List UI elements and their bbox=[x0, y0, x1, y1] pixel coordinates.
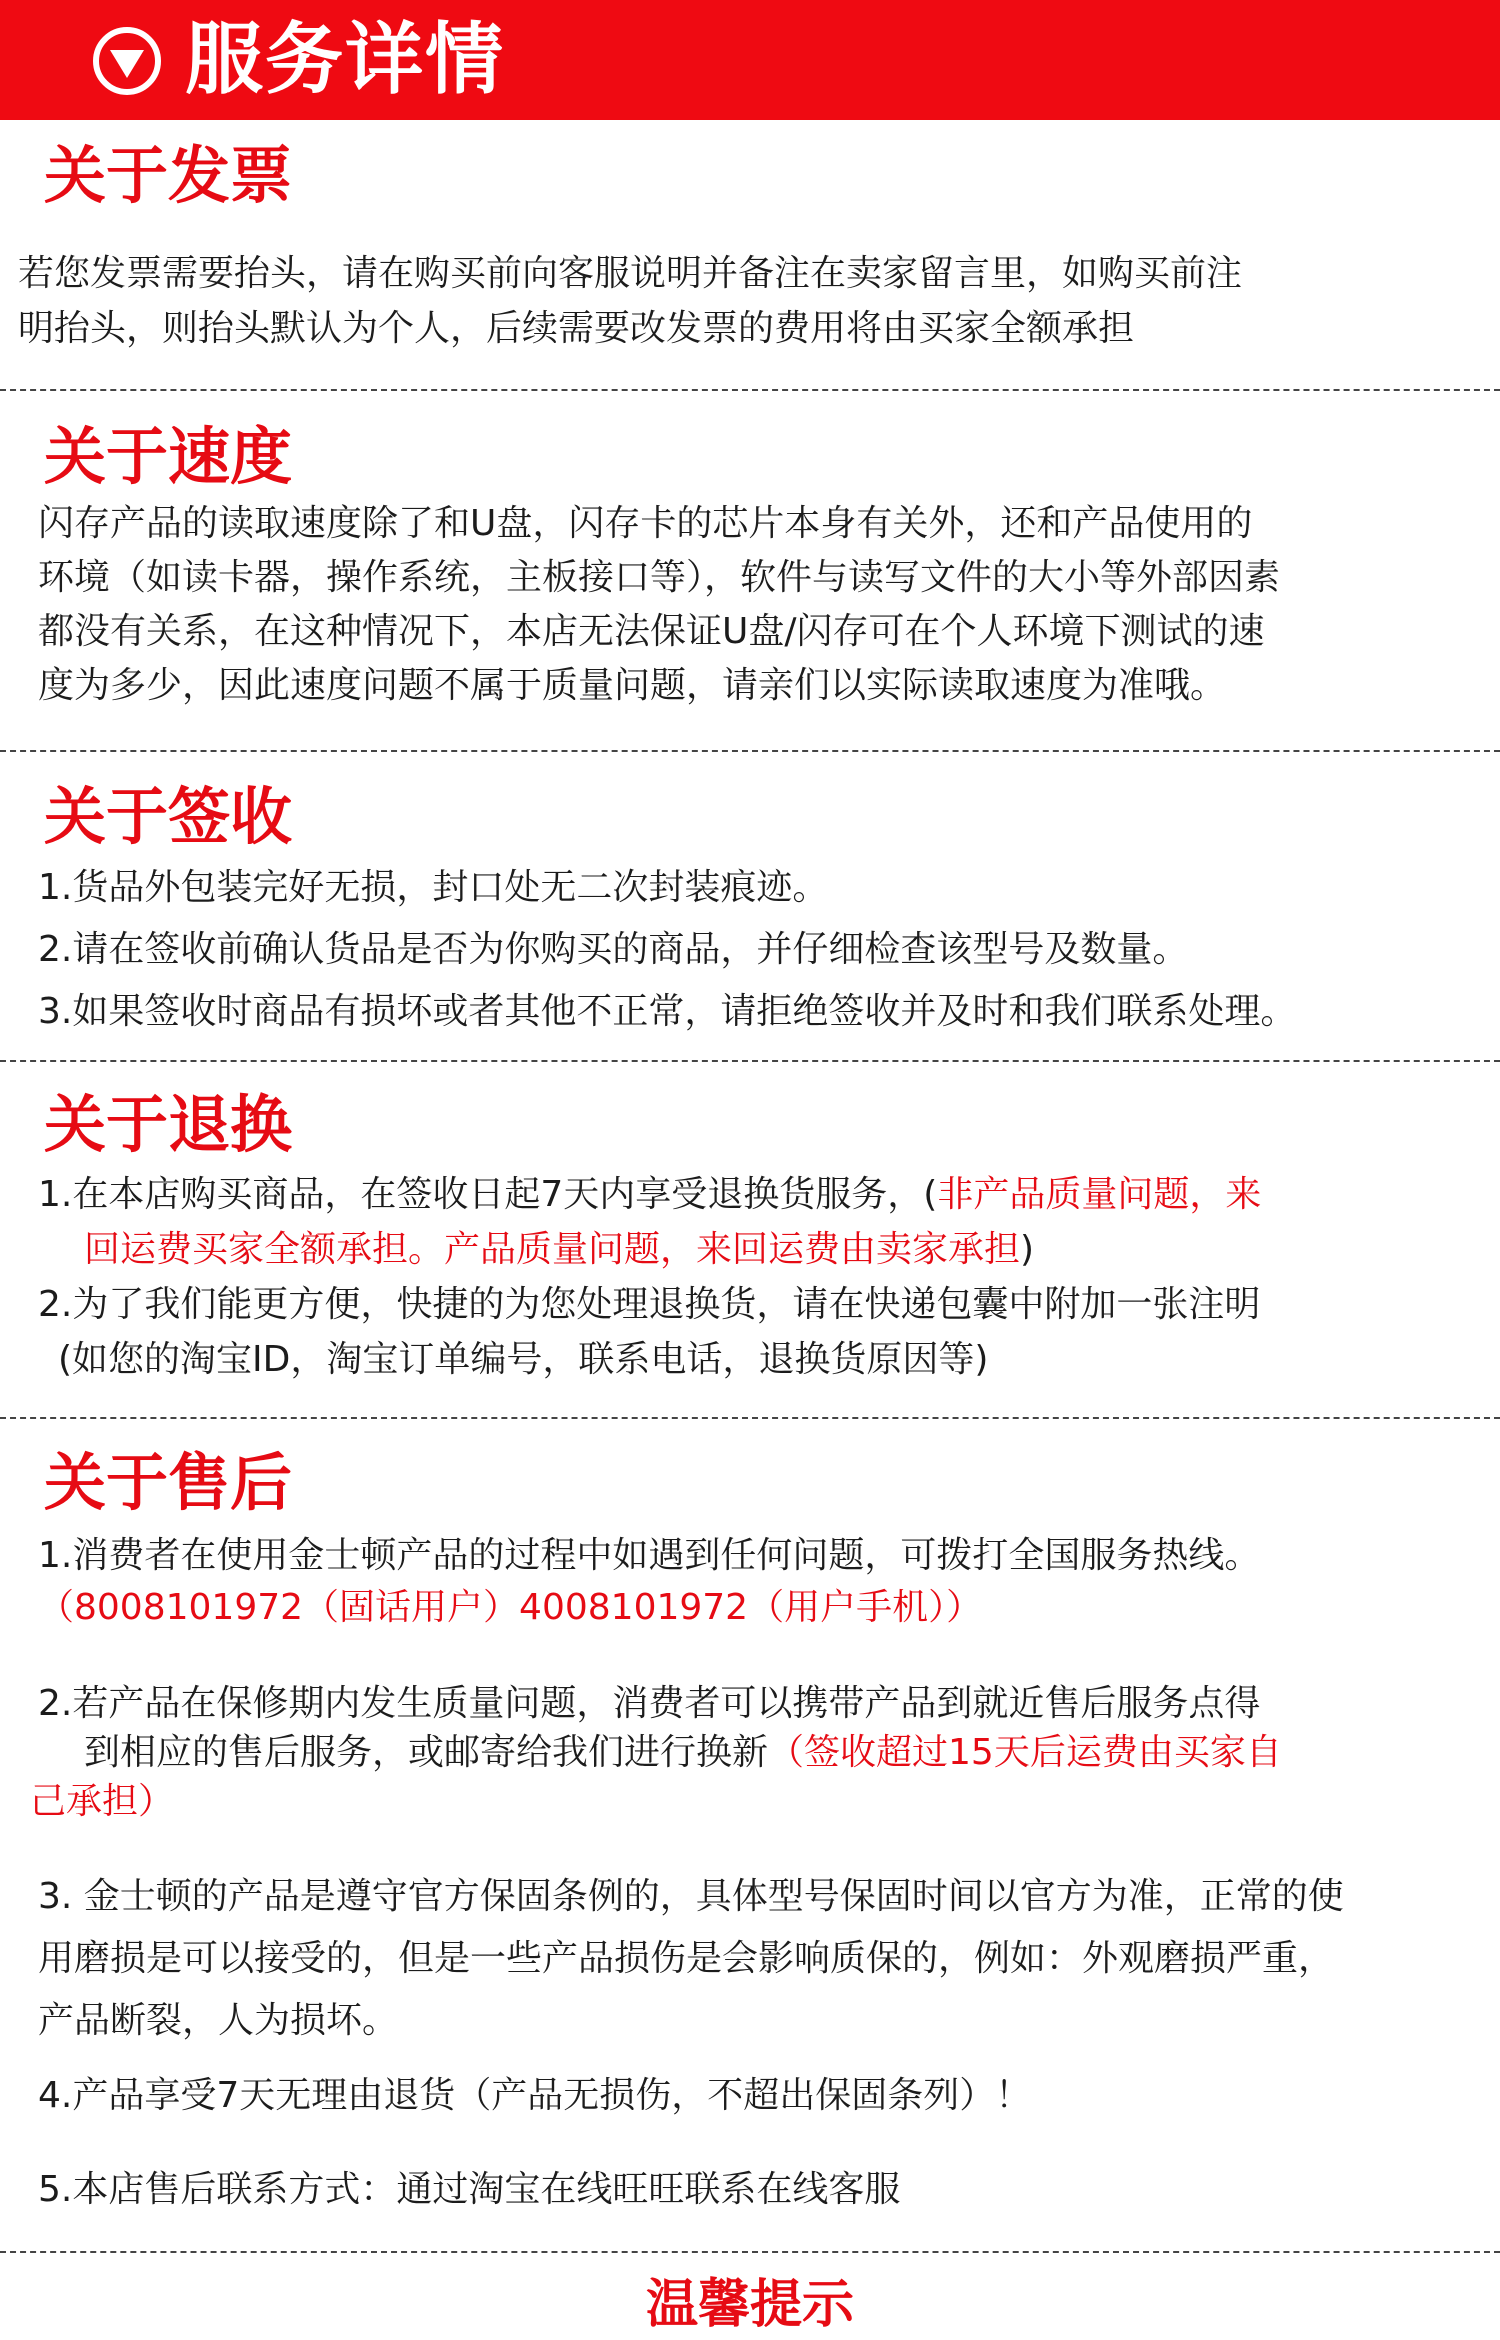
divider bbox=[0, 2251, 1500, 2253]
section-heading-receipt: 关于签收 bbox=[44, 780, 293, 853]
section-heading-invoice: 关于发票 bbox=[44, 139, 293, 212]
list-item-continuation: (如您的淘宝ID，淘宝订单编号，联系电话，退换货原因等) bbox=[58, 1339, 989, 1380]
aftersales-item-3: 3. 金士顿的产品是遵守官方保固条例的，具体型号保固时间以官方为准，正常的使 用磨损是可以接受的，但是一些产品损伤是会影响质保的，例如：外观磨损严重， 产品断裂，人为损坏。 bbox=[38, 1876, 1344, 2041]
speed-line: 环境（如读卡器，操作系统，主板接口等），软件与读写文件的大小等外部因素 bbox=[38, 557, 1281, 598]
list-item: 1.在本店购买商品，在签收日起7天内享受退换货服务，(非产品质量问题，来 bbox=[38, 1174, 1262, 1215]
receipt-list bbox=[38, 857, 1488, 1043]
section-heading-aftersales: 关于售后 bbox=[44, 1446, 293, 1519]
invoice-line: 明抬头，则抬头默认为个人，后续需要改发票的费用将由买家全额承担 bbox=[18, 308, 1135, 349]
speed-line: 闪存产品的读取速度除了和U盘，闪存卡的芯片本身有关外，还和产品使用的 bbox=[38, 503, 1253, 544]
aftersales-item-4: 4.产品享受7天无理由退货（产品无损伤，不超出保固条列）！ bbox=[38, 2075, 1032, 2116]
divider bbox=[0, 389, 1500, 391]
divider bbox=[0, 1417, 1500, 1419]
chevron-down-circle-icon bbox=[92, 26, 162, 96]
list-item: 2.请在签收前确认货品是否为你购买的商品，并仔细检查该型号及数量。 bbox=[38, 929, 1189, 970]
list-item: 1.货品外包装完好无损，封口处无二次封装痕迹。 bbox=[38, 867, 829, 908]
speed-line: 都没有关系，在这种情况下，本店无法保证U盘/闪存可在个人环境下测试的速 bbox=[38, 611, 1265, 652]
speed-text bbox=[38, 497, 1488, 713]
aftersales-item-2: 2.若产品在保修期内发生质量问题，消费者可以携带产品到就近售后服务点得 到相应的售后服务，或邮寄给我们进行换新（签收超过15天后运费由买家自 己承担） bbox=[30, 1683, 1282, 1822]
returns-list bbox=[38, 1167, 1488, 1387]
list-item: 3.如果签收时商品有损坏或者其他不正常，请拒绝签收并及时和我们联系处理。 bbox=[38, 991, 1297, 1032]
invoice-line: 若您发票需要抬头，请在购买前向客服说明并备注在卖家留言里，如购买前注 bbox=[18, 253, 1243, 294]
tip-heading: 温馨提示 bbox=[645, 2275, 854, 2335]
aftersales-item-1: 1.消费者在使用金士顿产品的过程中如遇到任何问题，可拨打全国服务热线。 （8008101972（固话用户）4008101972（用户手机）） bbox=[38, 1535, 1261, 1628]
list-item-continuation: 回运费买家全额承担。产品质量问题，来回运费由卖家承担) bbox=[84, 1229, 1035, 1270]
list-item: 2.为了我们能更方便，快捷的为您处理退换货，请在快递包囊中附加一张注明 bbox=[38, 1284, 1261, 1325]
header-bar bbox=[0, 0, 1500, 120]
section-heading-returns: 关于退换 bbox=[44, 1088, 293, 1161]
section-heading-speed: 关于速度 bbox=[44, 420, 293, 493]
aftersales-item-5: 5.本店售后联系方式：通过淘宝在线旺旺联系在线客服 bbox=[38, 2169, 901, 2210]
invoice-text bbox=[18, 246, 1468, 356]
divider bbox=[0, 750, 1500, 752]
divider bbox=[0, 1060, 1500, 1062]
page-title: 服务详情 bbox=[185, 15, 506, 105]
speed-line: 度为多少，因此速度问题不属于质量问题，请亲们以实际读取速度为准哦。 bbox=[38, 665, 1227, 706]
